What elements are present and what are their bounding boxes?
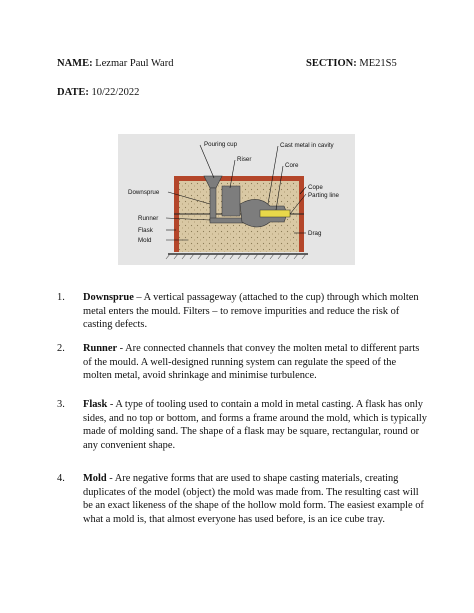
date-label: DATE:	[57, 87, 89, 98]
item-number: 2.	[57, 343, 65, 354]
label-drag: Drag	[308, 230, 322, 237]
section-line	[306, 57, 397, 70]
label-runner: Runner	[138, 215, 159, 222]
casting-mold-diagram	[118, 134, 355, 265]
label-parting-line: Parting line	[308, 192, 339, 199]
label-cope: Cope	[308, 184, 323, 191]
section-label: SECTION:	[306, 58, 357, 69]
label-riser: Riser	[237, 156, 252, 163]
name-label: NAME:	[57, 58, 93, 69]
item-term: Runner	[83, 343, 118, 354]
date-value: 10/22/2022	[91, 87, 140, 98]
riser-shape	[222, 186, 240, 216]
label-cast-metal: Cast metal in cavity	[280, 142, 334, 149]
label-core: Core	[285, 162, 299, 169]
item-term: Mold	[83, 473, 107, 484]
label-downsprue: Downsprue	[128, 189, 160, 196]
item-text: - Are connected channels that convey the molten metal to different parts of the mould. A well-designed running system can regulate the speed of the molten metal, avoid shrinkage and minimise turbulence.	[83, 343, 420, 382]
label-mold: Mold	[138, 237, 152, 244]
label-flask: Flask	[138, 227, 153, 234]
item-number: 3.	[57, 399, 65, 410]
label-pouring-cup: Pouring cup	[204, 141, 238, 148]
item-number: 1.	[57, 292, 65, 303]
item-text: - Are negative forms that are used to shape casting materials, creating duplicates of the model (object) the mold was made from. The resulting cast will be an exact likeness of the shape of the hollow mold form. The easiest example of what a mold is, that almost everyone has used before, is an ice cube tray.	[83, 473, 424, 525]
name-line	[57, 57, 173, 70]
core-shape	[260, 210, 290, 217]
item-number: 4.	[57, 473, 65, 484]
item-text: - A type of tooling used to contain a mold in metal casting. A flask has only sides, and no top or bottom, and forms a frame around the mold, which is typically made of molding sand. The shape of a flask may be square, rectangular, round or any convenient shape.	[83, 399, 427, 451]
date-line	[57, 86, 139, 99]
downsprue-shape	[210, 188, 216, 222]
section-value: ME21S5	[359, 58, 397, 69]
item-text: – A vertical passageway (attached to the cup) through which molten metal enters the mould. Filters – to remove impurities and reduce the risk of casting defects.	[83, 292, 419, 331]
runner-shape	[210, 218, 246, 223]
item-term: Downsprue	[83, 292, 134, 303]
item-term: Flask	[83, 399, 108, 410]
casting-mold-svg	[118, 134, 355, 265]
name-value: Lezmar Paul Ward	[95, 58, 174, 69]
